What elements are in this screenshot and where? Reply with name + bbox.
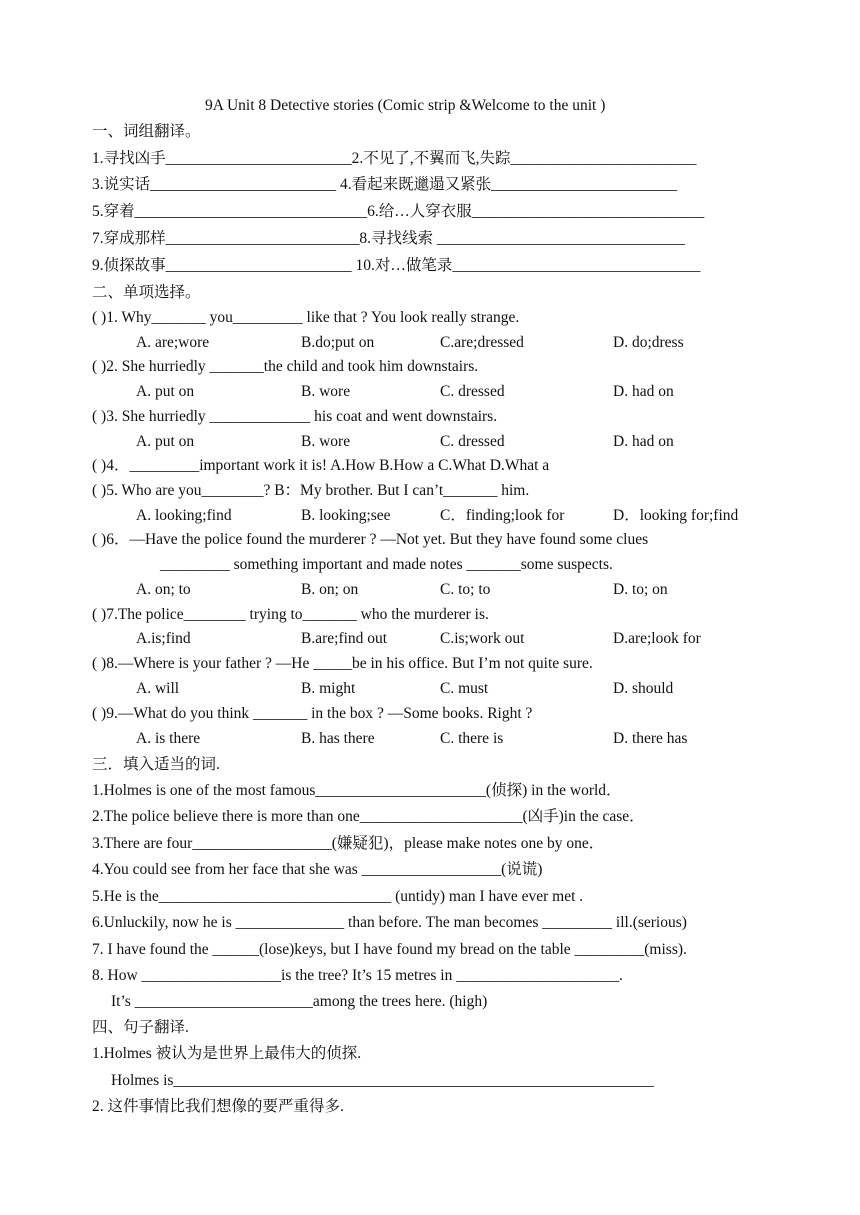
fill-item: 3.There are four__________________(嫌疑犯)，please make notes one by one．: [92, 835, 605, 852]
option-c: C.is;work out: [440, 630, 525, 647]
section-heading-fill: 三．填入适当的词.: [92, 756, 220, 773]
option-c: C.are;dressed: [440, 334, 524, 351]
option-b: B. wore: [301, 383, 351, 400]
section-heading-translate: 四、句子翻译.: [92, 1019, 189, 1036]
option-c: C. dressed: [440, 433, 505, 450]
option-d: D．looking for;find: [613, 507, 739, 524]
option-a: A. are;wore: [136, 334, 210, 351]
question-7: ( )7.The police________ trying to_______ who the murderer is.: [92, 606, 489, 623]
option-b: B. has there: [301, 730, 375, 747]
option-a: A. put on: [136, 383, 195, 400]
page-title: 9A Unit 8 Detective stories (Comic strip &Welcome to the unit ): [205, 97, 606, 114]
option-d: D. should: [613, 680, 674, 697]
question-5: ( )5. Who are you________? B：My brother. But I can’t_______ him.: [92, 482, 530, 499]
fill-item: It’s _______________________among the trees here. (high): [111, 993, 488, 1010]
fill-item: 2.The police believe there is more than one_____________________(凶手)in the case．: [92, 808, 645, 825]
fill-item: 8. How __________________is the tree? It’s 15 metres in _____________________.: [92, 967, 623, 984]
option-a: A. on; to: [136, 581, 191, 598]
section-heading-choice: 二、单项选择。: [92, 284, 201, 301]
fill-item: 1.Holmes is one of the most famous______________________(侦探) in the world．: [92, 782, 622, 799]
option-a: A. is there: [136, 730, 201, 747]
phrase-row: 1.寻找凶手________________________2.不见了,不翼而飞,失踪________________________: [92, 150, 697, 167]
phrase-row: 5.穿着______________________________6.给…人穿衣服______________________________: [92, 203, 705, 220]
translate-question-2: 2. 这件事情比我们想像的要严重得多.: [92, 1098, 344, 1115]
section-heading-phrases: 一、词组翻译。: [92, 123, 201, 140]
option-d: D. had on: [613, 383, 674, 400]
option-d: D. to; on: [613, 581, 668, 598]
option-d: D. there has: [613, 730, 688, 747]
option-c: C. there is: [440, 730, 504, 747]
option-d: D. do;dress: [613, 334, 684, 351]
option-b: B. on; on: [301, 581, 359, 598]
option-b: B. looking;see: [301, 507, 391, 524]
question-2: ( )2. She hurriedly _______the child and took him downstairs.: [92, 358, 479, 375]
fill-item: 6.Unluckily, now he is ______________ than before. The man becomes _________ ill.(serious): [92, 914, 687, 931]
question-1: ( )1. Why_______ you_________ like that ? You look really strange.: [92, 309, 520, 326]
question-6-continued: _________ something important and made notes _______some suspects.: [160, 556, 613, 573]
phrase-row: 3.说实话________________________ 4.看起来既邋遢又紧张________________________: [92, 176, 678, 193]
question-6: ( )6．—Have the police found the murderer ? —Not yet. But they have found some clues: [92, 531, 649, 548]
translate-answer-1: Holmes is______________________________________________________________: [111, 1072, 654, 1089]
fill-item: 7. I have found the ______(lose)keys, but I have found my bread on the table _________(miss).: [92, 941, 687, 958]
option-a: A. looking;find: [136, 507, 232, 524]
question-9: ( )9.—What do you think _______ in the box ? —Some books. Right ?: [92, 705, 533, 722]
phrase-row: 7.穿成那样_________________________8.寻找线索 ________________________________: [92, 230, 685, 247]
phrase-row: 9.侦探故事________________________ 10.对…做笔录________________________________: [92, 257, 701, 274]
question-3: ( )3. She hurriedly _____________ his coat and went downstairs.: [92, 408, 498, 425]
option-d: D. had on: [613, 433, 674, 450]
question-8: ( )8.—Where is your father ? —He _____be in his office. But I’m not quite sure.: [92, 655, 593, 672]
option-b: B. wore: [301, 433, 351, 450]
option-b: B.do;put on: [301, 334, 375, 351]
option-c: C. to; to: [440, 581, 491, 598]
fill-item: 4.You could see from her face that she was __________________(说谎): [92, 861, 543, 878]
option-c: C．finding;look for: [440, 507, 565, 524]
option-b: B.are;find out: [301, 630, 388, 647]
option-d: D.are;look for: [613, 630, 701, 647]
question-4: ( )4．_________important work it is! A.How B.How a C.What D.What a: [92, 457, 550, 474]
option-a: A.is;find: [136, 630, 191, 647]
option-c: C. dressed: [440, 383, 505, 400]
translate-question-1: 1.Holmes 被认为是世界上最伟大的侦探.: [92, 1045, 362, 1062]
option-b: B. might: [301, 680, 356, 697]
option-a: A. put on: [136, 433, 195, 450]
option-a: A. will: [136, 680, 180, 697]
option-c: C. must: [440, 680, 489, 697]
fill-item: 5.He is the______________________________ (untidy) man I have ever met .: [92, 888, 584, 905]
